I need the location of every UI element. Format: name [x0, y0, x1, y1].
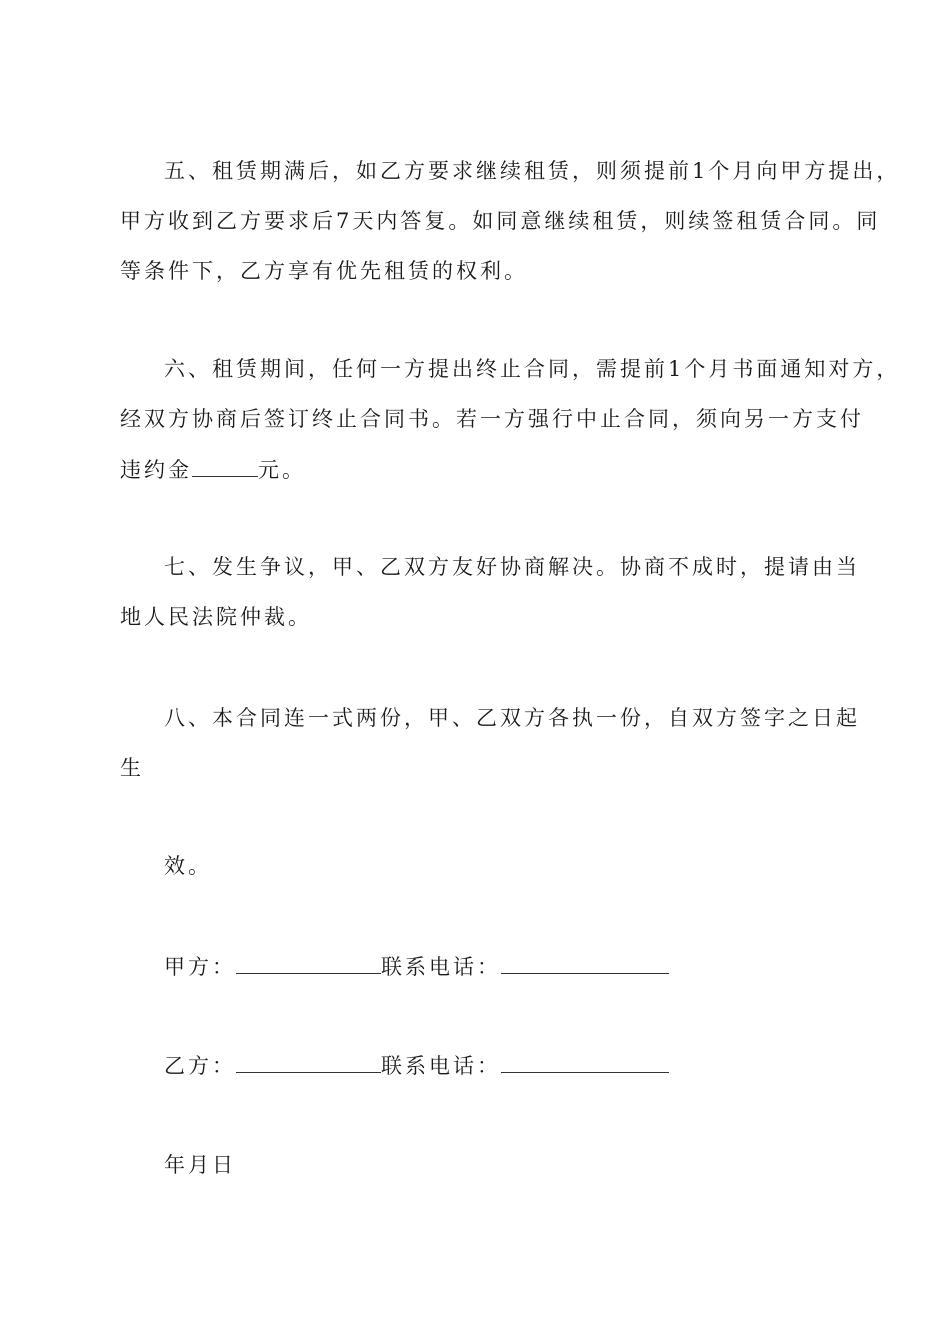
clause-8-line-3: 效。: [164, 854, 212, 878]
party-b-label: 乙方：: [164, 1054, 236, 1078]
signing-date: 年月日: [164, 1153, 236, 1177]
clause-8-line-1: 八、本合同连一式两份，甲、乙双方各执一份，自双方签字之日起: [164, 706, 860, 730]
party-a-label: 甲方：: [164, 955, 236, 979]
clause-6-line-3: [120, 454, 306, 485]
party-a-line: [164, 951, 669, 982]
party-a-name-blank[interactable]: [236, 951, 381, 974]
party-a-phone-label: 联系电话：: [381, 955, 501, 979]
penalty-label: 违约金: [120, 458, 192, 482]
clause-5-line-2: 甲方收到乙方要求后7天内答复。如同意继续租赁，则续签租赁合同。同: [120, 209, 881, 233]
party-a-phone-blank[interactable]: [501, 951, 669, 974]
party-b-phone-label: 联系电话：: [381, 1054, 501, 1078]
clause-5-line-3: 等条件下，乙方享有优先租赁的权利。: [120, 259, 528, 283]
penalty-unit: 元。: [258, 458, 306, 482]
penalty-amount-blank[interactable]: [192, 454, 258, 477]
clause-5-line-1: 五、租赁期满后，如乙方要求继续租赁，则须提前1个月向甲方提出，: [164, 159, 901, 183]
clause-7-line-1: 七、发生争议，甲、乙双方友好协商解决。协商不成时，提请由当: [164, 555, 860, 579]
party-b-line: [164, 1050, 669, 1081]
clause-6-line-2: 经双方协商后签订终止合同书。若一方强行中止合同，须向另一方支付: [120, 407, 864, 431]
clause-8-line-2: 生: [120, 756, 144, 780]
clause-6-line-1: 六、租赁期间，任何一方提出终止合同，需提前1个月书面通知对方，: [164, 357, 901, 381]
clause-7-line-2: 地人民法院仲裁。: [120, 605, 312, 629]
party-b-phone-blank[interactable]: [501, 1050, 669, 1073]
party-b-name-blank[interactable]: [236, 1050, 381, 1073]
